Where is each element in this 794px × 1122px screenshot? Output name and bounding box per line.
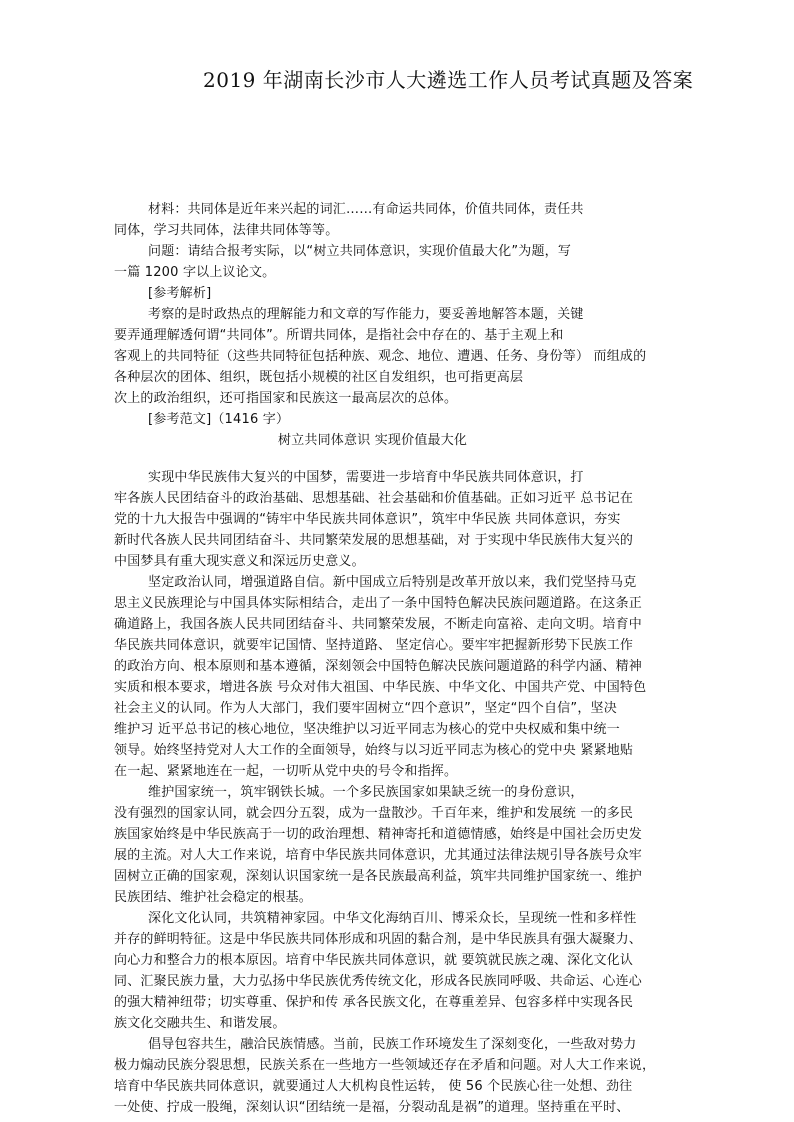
text-line: 向心力和整合力的根本原因。培育中华民族共同体意识，就 要筑就民族之魂、深化文化认 — [114, 953, 634, 968]
text-line: 的强大精神纽带；切实尊重、保护和传 承各民族文化，在尊重差异、包容多样中实现各民 — [114, 995, 634, 1010]
text-line: 实现中华民族伟大复兴的中国梦，需要进一步培育中华民族共同体意识，打 — [148, 470, 584, 485]
text-line: 客观上的共同特征（这些共同特征包括种族、观念、地位、遭遇、任务、身份等） 而组成的 — [114, 349, 647, 364]
text-line: 深化文化认同，共筑精神家园。中华文化海纳百川、博采众长，呈现统一性和多样性 — [148, 911, 637, 926]
text-line: 的政治方向、根本原则和基本遵循，深刻领会中国特色解决民族问题道路的科学内涵、精神 — [114, 659, 643, 674]
text-line: 并存的鲜明特征。这是中华民族共同体形成和巩固的黏合剂，是中华民族具有强大凝聚力、 — [114, 932, 643, 947]
text-line: 问题：请结合报考实际，以“树立共同体意识，实现价值最大化”为题，写 — [148, 244, 572, 259]
text-line: 一处使、拧成一股绳，深刻认识“团结统一是福，分裂动乱是祸”的道理。坚持重在平时、 — [114, 1100, 630, 1115]
text-line: 固树立正确的国家观，深刻认识国家统一是各民族最高利益，筑牢共同维护国家统一、维护 — [114, 869, 643, 884]
text-line: 党的十九大报告中强调的“铸牢中华民族共同体意识”，筑牢中华民族 共同体意识，夯实 — [114, 512, 621, 527]
text-line: 确道路上，我国各族人民共同团结奋斗、共同繁荣发展，不断走向富裕、走向文明。培育中 — [114, 617, 643, 632]
text-line: 族文化交融共生、和谐发展。 — [114, 1016, 286, 1031]
text-line: 民族团结、维护社会稳定的根基。 — [114, 890, 313, 905]
text-line: [参考范文]（1416 字） — [148, 412, 290, 427]
text-line: 次上的政治组织，还可指国家和民族这一最高层次的总体。 — [114, 391, 458, 406]
text-line: 实质和根本要求，增进各族 号众对伟大祖国、中华民族、中华文化、中国共产党、中国特色 — [114, 680, 647, 695]
text-line: 没有强烈的国家认同，就会四分五裂，成为一盘散沙。千百年来，维护和发展统 一的多民 — [114, 806, 634, 821]
text-line: 牢各族人民团结奋斗的政治基础、思想基础、社会基础和价值基础。正如习近平 总书记在 — [114, 491, 634, 506]
text-line: 极力煽动民族分裂思想，民族关系在一些地方一些领域还存在矛盾和问题。对人大工作来说， — [114, 1058, 656, 1073]
text-line: 同、汇聚民族力量，大力弘扬中华民族优秀传统文化，形成各民族同呼吸、共命运、心连心 — [114, 974, 643, 989]
text-line: 维护习 近平总书记的核心地位，坚决维护以习近平同志为核心的党中央权威和集中统一 — [114, 722, 620, 737]
text-line: 培育中华民族共同体意识，就要通过人大机构良性运转， 使 56 个民族心往一处想、劲往 — [114, 1079, 633, 1094]
text-line: 同体，学习共同体，法律共同体等等。 — [114, 223, 339, 238]
text-line: 各种层次的团体、组织，既包括小规模的社区自发组织，也可指更高层 — [114, 370, 524, 385]
text-line: 思主义民族理论与中国具体实际相结合，走出了一条中国特色解决民族问题道路。在这条正 — [114, 596, 643, 611]
text-line: 社会主义的认同。作为人大部门，我们要牢固树立“四个意识”，坚定“四个自信”，坚决 — [114, 701, 617, 716]
document-title: 2019 年湖南长沙市人大遴选工作人员考试真题及答案 — [203, 68, 694, 92]
text-line: 中国梦具有重大现实意义和深远历史意义。 — [114, 554, 365, 569]
text-line: 考察的是时政热点的理解能力和文章的写作能力，要妥善地解答本题，关键 — [148, 307, 584, 322]
text-line: 族国家始终是中华民族高于一切的政治理想、精神寄托和道德情感，始终是中国社会历史发 — [114, 827, 643, 842]
text-line: 维护国家统一，筑牢钢铁长城。一个多民族国家如果缺乏统一的身份意识， — [148, 785, 584, 800]
text-line: 华民族共同体意识，就要牢记国情、坚持道路、 坚定信心。要牢牢把握新形势下民族工作 — [114, 638, 634, 653]
text-line: [参考解析] — [148, 286, 212, 301]
text-line: 新时代各族人民共同团结奋斗、共同繁荣发展的思想基础，对 于实现中华民族伟大复兴的 — [114, 533, 634, 548]
text-line: 要弄通理解透何谓“共同体”。所谓共同体，是指社会中存在的、基于主观上和 — [114, 328, 564, 343]
essay-title: 树立共同体意识 实现价值最大化 — [278, 433, 468, 448]
text-line: 展的主流。对人大工作来说，培育中华民族共同体意识，尤其通过法律法规引导各族号众牢 — [114, 848, 643, 863]
text-line: 材料：共同体是近年来兴起的词汇……有命运共同体，价值共同体，责任共 — [148, 202, 584, 217]
text-line: 坚定政治认同，增强道路自信。新中国成立后特别是改革开放以来，我们党坚持马克 — [148, 575, 637, 590]
text-line: 一篇 1200 字以上议论文。 — [114, 265, 276, 280]
text-line: 领导。始终坚持党对人大工作的全面领导，始终与以习近平同志为核心的党中央 紧紧地贴 — [114, 743, 634, 758]
text-line: 倡导包容共生，融洽民族情感。当前，民族工作环境发生了深刻变化，一些敌对势力 — [148, 1037, 637, 1052]
text-line: 在一起、紧紧地连在一起，一切听从党中央的号令和指挥。 — [114, 764, 458, 779]
